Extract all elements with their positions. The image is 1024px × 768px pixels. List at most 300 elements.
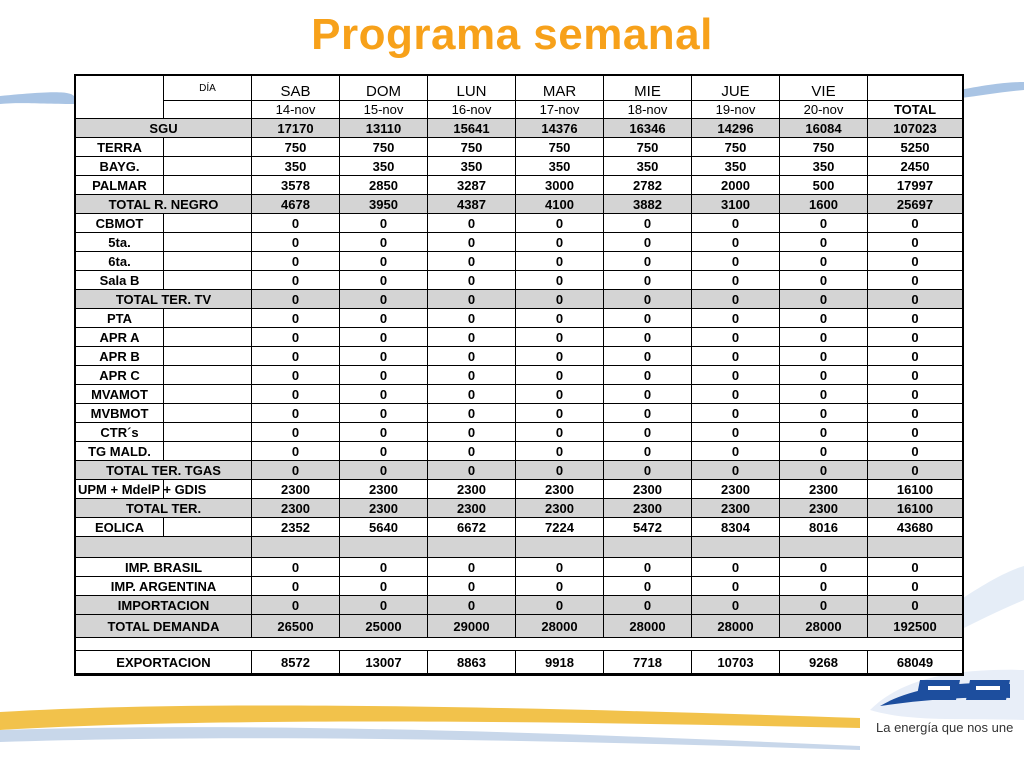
value-cell: 0 (780, 214, 868, 233)
value-cell: 0 (516, 596, 604, 615)
value-cell (340, 537, 428, 558)
total-cell: 43680 (868, 518, 962, 537)
weekly-schedule-table (74, 74, 964, 676)
table-row (76, 309, 962, 328)
value-cell: 0 (604, 214, 692, 233)
table-row (76, 366, 962, 385)
value-cell: 0 (780, 442, 868, 461)
value-cell: 0 (516, 214, 604, 233)
value-cell: 0 (252, 442, 340, 461)
value-cell: 0 (780, 461, 868, 480)
day-header: VIE (780, 76, 868, 101)
total-cell: 25697 (868, 195, 962, 214)
value-cell: 0 (692, 461, 780, 480)
value-cell: 0 (780, 423, 868, 442)
row-blank-cell (164, 404, 252, 423)
row-blank-cell (164, 366, 252, 385)
value-cell: 2300 (252, 499, 340, 518)
value-cell: 28000 (692, 615, 780, 638)
value-cell: 2300 (252, 480, 340, 499)
value-cell: 0 (604, 347, 692, 366)
total-cell: 5250 (868, 138, 962, 157)
date-header: 18-nov (604, 101, 692, 119)
value-cell: 0 (604, 290, 692, 309)
value-cell: 0 (428, 423, 516, 442)
row-blank-cell (164, 347, 252, 366)
value-cell: 0 (428, 461, 516, 480)
total-cell: 0 (868, 214, 962, 233)
total-cell: 0 (868, 309, 962, 328)
date-header: 20-nov (780, 101, 868, 119)
total-cell: 0 (868, 558, 962, 577)
total-cell: 0 (868, 347, 962, 366)
value-cell: 0 (692, 385, 780, 404)
value-cell: 350 (780, 157, 868, 176)
day-header: JUE (692, 76, 780, 101)
value-cell: 2782 (604, 176, 692, 195)
value-cell: 0 (428, 442, 516, 461)
value-cell: 2300 (692, 499, 780, 518)
value-cell: 3000 (516, 176, 604, 195)
value-cell: 0 (516, 233, 604, 252)
table-row (76, 423, 962, 442)
slogan: La energía que nos une (876, 720, 1014, 735)
table-row (76, 404, 962, 423)
row-blank-cell (164, 328, 252, 347)
total-cell (868, 537, 962, 558)
table-row (76, 577, 962, 596)
row-blank-cell (164, 423, 252, 442)
value-cell: 0 (516, 577, 604, 596)
total-cell: 0 (868, 252, 962, 271)
row-label: MVAMOT (76, 385, 164, 404)
value-cell: 0 (780, 328, 868, 347)
row-blank-cell (164, 157, 252, 176)
value-cell: 350 (692, 157, 780, 176)
total-cell: 107023 (868, 119, 962, 138)
value-cell: 750 (428, 138, 516, 157)
total-cell: 16100 (868, 480, 962, 499)
dia-label: DÍA (164, 76, 252, 101)
value-cell: 0 (780, 577, 868, 596)
value-cell (428, 537, 516, 558)
table-row (76, 233, 962, 252)
value-cell: 350 (428, 157, 516, 176)
row-label: APR A (76, 328, 164, 347)
value-cell: 0 (428, 558, 516, 577)
row-label: TOTAL TER. TV (76, 290, 252, 309)
header-blank-total (868, 76, 962, 101)
row-label: TG MALD. (76, 442, 164, 461)
value-cell: 0 (428, 328, 516, 347)
value-cell: 6672 (428, 518, 516, 537)
value-cell: 2300 (604, 480, 692, 499)
day-header-row (76, 76, 962, 101)
total-cell: 0 (868, 442, 962, 461)
value-cell: 0 (780, 366, 868, 385)
row-label: TOTAL R. NEGRO (76, 195, 252, 214)
row-label: 5ta. (76, 233, 164, 252)
value-cell: 2352 (252, 518, 340, 537)
value-cell: 0 (604, 271, 692, 290)
value-cell: 0 (428, 577, 516, 596)
row-label: TOTAL TER. TGAS (76, 461, 252, 480)
row-blank-cell (164, 138, 252, 157)
value-cell: 28000 (516, 615, 604, 638)
row-blank-cell (164, 385, 252, 404)
value-cell: 5640 (340, 518, 428, 537)
value-cell: 3287 (428, 176, 516, 195)
value-cell: 0 (428, 290, 516, 309)
value-cell: 0 (516, 347, 604, 366)
value-cell: 0 (340, 309, 428, 328)
row-label: UPM + MdelP + GDIS (76, 480, 164, 499)
value-cell (340, 638, 428, 651)
value-cell: 0 (340, 442, 428, 461)
value-cell (428, 638, 516, 651)
table-row (76, 461, 962, 480)
value-cell: 17170 (252, 119, 340, 138)
value-cell: 0 (428, 214, 516, 233)
value-cell: 0 (516, 252, 604, 271)
value-cell: 2300 (604, 499, 692, 518)
value-cell: 0 (780, 290, 868, 309)
day-header: LUN (428, 76, 516, 101)
value-cell: 0 (604, 309, 692, 328)
value-cell: 0 (516, 558, 604, 577)
row-blank-cell (164, 233, 252, 252)
value-cell: 0 (780, 385, 868, 404)
value-cell: 0 (428, 252, 516, 271)
value-cell: 350 (516, 157, 604, 176)
value-cell: 0 (604, 442, 692, 461)
total-cell: 0 (868, 596, 962, 615)
value-cell: 0 (252, 596, 340, 615)
value-cell: 2300 (428, 499, 516, 518)
value-cell (604, 638, 692, 651)
value-cell (516, 537, 604, 558)
value-cell: 0 (692, 347, 780, 366)
table-row (76, 596, 962, 615)
value-cell: 0 (340, 252, 428, 271)
value-cell: 0 (604, 596, 692, 615)
value-cell: 16346 (604, 119, 692, 138)
table-row (76, 518, 962, 537)
table-row (76, 499, 962, 518)
value-cell: 0 (604, 385, 692, 404)
row-label: 6ta. (76, 252, 164, 271)
value-cell: 13007 (340, 651, 428, 674)
value-cell: 750 (780, 138, 868, 157)
value-cell: 2300 (516, 499, 604, 518)
value-cell: 14376 (516, 119, 604, 138)
value-cell: 7718 (604, 651, 692, 674)
value-cell: 0 (780, 271, 868, 290)
value-cell: 0 (340, 328, 428, 347)
row-label: EXPORTACION (76, 651, 252, 674)
value-cell: 8863 (428, 651, 516, 674)
value-cell: 0 (252, 366, 340, 385)
row-label: TOTAL TER. (76, 499, 252, 518)
row-label: IMP. BRASIL (76, 558, 252, 577)
value-cell: 0 (252, 423, 340, 442)
value-cell: 0 (252, 309, 340, 328)
value-cell: 0 (252, 252, 340, 271)
date-header-row (76, 101, 962, 119)
value-cell: 0 (692, 577, 780, 596)
table-row (76, 558, 962, 577)
table-row (76, 138, 962, 157)
value-cell (252, 638, 340, 651)
value-cell: 15641 (428, 119, 516, 138)
value-cell: 0 (516, 385, 604, 404)
value-cell: 750 (604, 138, 692, 157)
value-cell: 2300 (516, 480, 604, 499)
value-cell: 0 (516, 423, 604, 442)
table-row (76, 119, 962, 138)
value-cell: 4100 (516, 195, 604, 214)
header-blank-cell (76, 76, 164, 119)
value-cell: 0 (692, 404, 780, 423)
value-cell: 0 (780, 252, 868, 271)
value-cell: 10703 (692, 651, 780, 674)
total-cell: 0 (868, 233, 962, 252)
value-cell: 0 (604, 366, 692, 385)
value-cell: 0 (340, 385, 428, 404)
value-cell: 0 (692, 214, 780, 233)
value-cell: 0 (428, 309, 516, 328)
table-row (76, 537, 962, 558)
value-cell: 5472 (604, 518, 692, 537)
row-blank-cell (164, 176, 252, 195)
value-cell: 0 (252, 271, 340, 290)
row-label: TOTAL DEMANDA (76, 615, 252, 638)
value-cell: 0 (604, 233, 692, 252)
value-cell: 7224 (516, 518, 604, 537)
value-cell: 0 (252, 577, 340, 596)
value-cell: 0 (604, 423, 692, 442)
row-label: SGU (76, 119, 252, 138)
value-cell: 0 (780, 347, 868, 366)
table-row (76, 290, 962, 309)
row-label: CTR´s (76, 423, 164, 442)
value-cell: 500 (780, 176, 868, 195)
value-cell: 0 (516, 309, 604, 328)
value-cell: 0 (252, 233, 340, 252)
total-header: TOTAL (868, 101, 962, 119)
row-label: TERRA (76, 138, 164, 157)
value-cell: 13110 (340, 119, 428, 138)
table-row (76, 385, 962, 404)
value-cell: 2850 (340, 176, 428, 195)
row-label: PALMAR (76, 176, 164, 195)
header-blank-cell (164, 101, 252, 119)
value-cell: 0 (604, 577, 692, 596)
value-cell: 0 (252, 328, 340, 347)
row-blank-cell (164, 442, 252, 461)
value-cell: 0 (428, 347, 516, 366)
value-cell: 0 (252, 404, 340, 423)
value-cell (780, 537, 868, 558)
value-cell: 4387 (428, 195, 516, 214)
value-cell: 2300 (340, 499, 428, 518)
value-cell: 0 (692, 233, 780, 252)
value-cell: 350 (252, 157, 340, 176)
total-cell: 0 (868, 423, 962, 442)
value-cell: 2300 (780, 499, 868, 518)
value-cell (692, 537, 780, 558)
value-cell: 3578 (252, 176, 340, 195)
table-row (76, 615, 962, 638)
value-cell: 0 (780, 309, 868, 328)
value-cell: 0 (604, 252, 692, 271)
value-cell: 0 (692, 309, 780, 328)
total-cell (868, 638, 962, 651)
row-label: MVBMOT (76, 404, 164, 423)
value-cell: 0 (780, 596, 868, 615)
date-header: 17-nov (516, 101, 604, 119)
value-cell: 3100 (692, 195, 780, 214)
value-cell: 0 (428, 233, 516, 252)
value-cell: 2000 (692, 176, 780, 195)
value-cell: 3882 (604, 195, 692, 214)
value-cell: 14296 (692, 119, 780, 138)
value-cell: 0 (692, 366, 780, 385)
value-cell: 0 (340, 423, 428, 442)
value-cell: 750 (340, 138, 428, 157)
value-cell: 8304 (692, 518, 780, 537)
table-row (76, 252, 962, 271)
row-label: CBMOT (76, 214, 164, 233)
date-header: 14-nov (252, 101, 340, 119)
value-cell: 0 (340, 461, 428, 480)
total-cell: 0 (868, 385, 962, 404)
table-row (76, 442, 962, 461)
row-label: IMPORTACION (76, 596, 252, 615)
value-cell: 0 (340, 366, 428, 385)
value-cell: 0 (340, 558, 428, 577)
value-cell: 28000 (780, 615, 868, 638)
value-cell: 0 (428, 404, 516, 423)
value-cell: 0 (692, 271, 780, 290)
total-cell: 0 (868, 577, 962, 596)
total-cell: 192500 (868, 615, 962, 638)
value-cell: 0 (252, 461, 340, 480)
table-row (76, 651, 962, 674)
value-cell: 0 (780, 233, 868, 252)
row-label: EOLICA (76, 518, 164, 537)
value-cell: 0 (428, 596, 516, 615)
value-cell: 1600 (780, 195, 868, 214)
value-cell: 0 (340, 233, 428, 252)
row-blank-cell (164, 518, 252, 537)
date-header: 15-nov (340, 101, 428, 119)
value-cell: 0 (252, 558, 340, 577)
table-row (76, 214, 962, 233)
row-blank-cell (164, 214, 252, 233)
value-cell: 0 (340, 577, 428, 596)
total-cell: 0 (868, 290, 962, 309)
value-cell: 0 (428, 385, 516, 404)
row-label (76, 638, 252, 651)
value-cell: 0 (692, 442, 780, 461)
total-cell: 16100 (868, 499, 962, 518)
row-blank-cell (164, 252, 252, 271)
total-cell: 0 (868, 328, 962, 347)
value-cell: 8572 (252, 651, 340, 674)
value-cell: 0 (516, 442, 604, 461)
date-header: 16-nov (428, 101, 516, 119)
value-cell: 0 (340, 214, 428, 233)
value-cell: 0 (604, 461, 692, 480)
day-header: SAB (252, 76, 340, 101)
value-cell: 0 (692, 558, 780, 577)
value-cell: 0 (516, 366, 604, 385)
row-label: Sala B (76, 271, 164, 290)
value-cell: 9918 (516, 651, 604, 674)
value-cell: 350 (604, 157, 692, 176)
value-cell: 0 (516, 290, 604, 309)
value-cell: 0 (780, 558, 868, 577)
value-cell: 0 (604, 328, 692, 347)
value-cell (692, 638, 780, 651)
row-label: BAYG. (76, 157, 164, 176)
value-cell: 3950 (340, 195, 428, 214)
table-row (76, 328, 962, 347)
value-cell: 0 (516, 404, 604, 423)
value-cell: 0 (604, 558, 692, 577)
value-cell: 0 (340, 596, 428, 615)
value-cell: 26500 (252, 615, 340, 638)
value-cell: 0 (692, 290, 780, 309)
value-cell (780, 638, 868, 651)
value-cell: 0 (692, 328, 780, 347)
date-header: 19-nov (692, 101, 780, 119)
value-cell: 28000 (604, 615, 692, 638)
value-cell: 0 (252, 347, 340, 366)
row-blank-cell (164, 271, 252, 290)
value-cell: 0 (516, 328, 604, 347)
value-cell (516, 638, 604, 651)
total-cell: 2450 (868, 157, 962, 176)
value-cell: 9268 (780, 651, 868, 674)
value-cell: 750 (692, 138, 780, 157)
table-row (76, 157, 962, 176)
value-cell: 25000 (340, 615, 428, 638)
value-cell: 2300 (692, 480, 780, 499)
value-cell: 2300 (780, 480, 868, 499)
value-cell: 0 (340, 271, 428, 290)
slide-title: Programa semanal (311, 10, 713, 59)
value-cell: 0 (428, 366, 516, 385)
day-header: MAR (516, 76, 604, 101)
value-cell: 750 (252, 138, 340, 157)
value-cell: 29000 (428, 615, 516, 638)
value-cell: 350 (340, 157, 428, 176)
value-cell (252, 537, 340, 558)
value-cell: 2300 (340, 480, 428, 499)
table-row (76, 195, 962, 214)
value-cell: 0 (252, 214, 340, 233)
table-row (76, 638, 962, 651)
value-cell: 0 (252, 385, 340, 404)
value-cell: 750 (516, 138, 604, 157)
value-cell: 8016 (780, 518, 868, 537)
total-cell: 17997 (868, 176, 962, 195)
value-cell: 4678 (252, 195, 340, 214)
value-cell: 0 (428, 271, 516, 290)
table-row (76, 347, 962, 366)
